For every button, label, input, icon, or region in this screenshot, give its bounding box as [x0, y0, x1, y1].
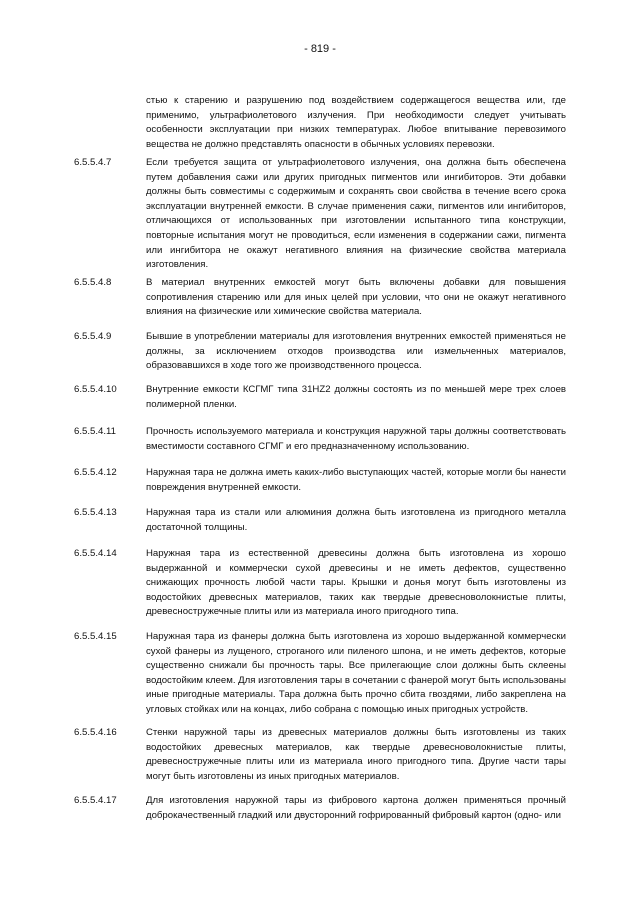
section-number: 6.5.5.4.14	[74, 548, 117, 559]
section-6-5-5-4-9	[74, 330, 566, 374]
section-text: В материал внутренних емкостей могут быть включены добавки для повышения сопротивления старению или для иных целей при условии, что они не окажут негативного влияния на физические или химические свойства материала.	[146, 277, 566, 318]
section-text: Для изготовления наружной тары из фибрового картона должен применяться прочный доброкачественный гладкий или двусторонний гофрированный фибровый картон (одно- или	[146, 795, 566, 821]
section-6-5-5-4-13	[74, 506, 566, 535]
section-number: 6.5.5.4.10	[74, 384, 117, 395]
section-number: 6.5.5.4.12	[74, 467, 117, 478]
section-6-5-5-4-12	[74, 466, 566, 495]
section-number: 6.5.5.4.7	[74, 157, 112, 168]
section-6-5-5-4-7	[74, 156, 566, 273]
section-6-5-5-4-15	[74, 630, 566, 718]
section-text: Стенки наружной тары из древесных материалов должны быть изготовлены из таких водостойких древесных материалов, как твердые древесноволокнистые плиты, древесностружечные плиты или из материала иного пригодного типа. Другие части тары могут быть изготовлены из иных пригодных материалов.	[146, 727, 566, 782]
section-text: Если требуется защита от ультрафиолетового излучения, она должна быть обеспечена путем добавления сажи или других пригодных пигментов или ингибиторов. Эти добавки должны быть совместимы с содержимым и сохранять свои свойства в течение всего срока эксплуатации внутренней емкости. В случае применения сажи, пигментов или ингибиторов, отличающихся от использованных при изготовлении испытанного типа конструкции, повторные испытания могут не проводиться, если изменения в содержании сажи, пигмента или ингибитора не окажут негативного влияния на физические свойства материала изготовления.	[146, 157, 566, 271]
section-number: 6.5.5.4.8	[74, 277, 112, 288]
section-text: Внутренние емкости КСГМГ типа 31HZ2 должны состоять из по меньшей мере трех слоев полимерной пленки.	[146, 384, 566, 410]
section-6-5-5-4-16	[74, 726, 566, 784]
page-number: - 819 -	[304, 43, 336, 55]
section-number: 6.5.5.4.9	[74, 331, 112, 342]
section-number: 6.5.5.4.15	[74, 631, 117, 642]
section-6-5-5-4-14	[74, 547, 566, 620]
section-number: 6.5.5.4.17	[74, 795, 117, 806]
section-number: 6.5.5.4.16	[74, 727, 117, 738]
section-text: Бывшие в употреблении материалы для изготовления внутренних емкостей применяться не должны, за исключением отходов производства или измельченных материалов, образовавшихся в ходе того же производственного процесса.	[146, 331, 566, 372]
section-text: Наружная тара из стали или алюминия должна быть изготовлена из пригодного металла достаточной толщины.	[146, 507, 566, 533]
section-number: 6.5.5.4.11	[74, 426, 116, 437]
section-6-5-5-4-8	[74, 276, 566, 320]
section-text: Наружная тара из фанеры должна быть изготовлена из хорошо выдержанной коммерчески сухой фанеры из лущеного, строганого или пиленого шпона, и не иметь дефектов, которые существенно снижали бы прочность тары. Все прилегающие слои должны быть склеены водостойким клеем. Для изготовления тары в сочетании с фанерой могут быть использованы иные пригодные материалы. Тара должна быть прочно сбита гвоздями, либо закреплена на угловых стойках или на концах, либо собрана с помощью иных пригодных устройств.	[146, 631, 566, 715]
section-text: Наружная тара не должна иметь каких-либо выступающих частей, которые могли бы нанести повреждения внутренней емкости.	[146, 467, 566, 493]
intro-paragraph: стью к старению и разрушению под воздействием содержащегося вещества или, где применимо, ультрафиолетового излучения. При необходимости следует учитывать особенности эксплуатации при низких температурах. Любое впитывание перевозимого вещества не должно представлять опасности в обычных условиях перевозки.	[146, 95, 566, 150]
section-text: Прочность используемого материала и конструкция наружной тары должны соответствовать вместимости составного СГМГ и его предназначенному использованию.	[146, 426, 566, 452]
section-number: 6.5.5.4.13	[74, 507, 117, 518]
section-text: Наружная тара из естественной древесины должна быть изготовлена из хорошо выдержанной и коммерчески сухой древесины и не иметь дефектов, существенно снижающих прочность любой части тары. Крышки и донья могут быть изготовлены из водостойких древесных материалов, таких как твердые древесноволокнистые плиты, древесностружечные плиты или из материала иного пригодного типа.	[146, 548, 566, 618]
section-6-5-5-4-11	[74, 425, 566, 454]
section-6-5-5-4-17	[74, 794, 566, 823]
section-6-5-5-4-10	[74, 383, 566, 412]
